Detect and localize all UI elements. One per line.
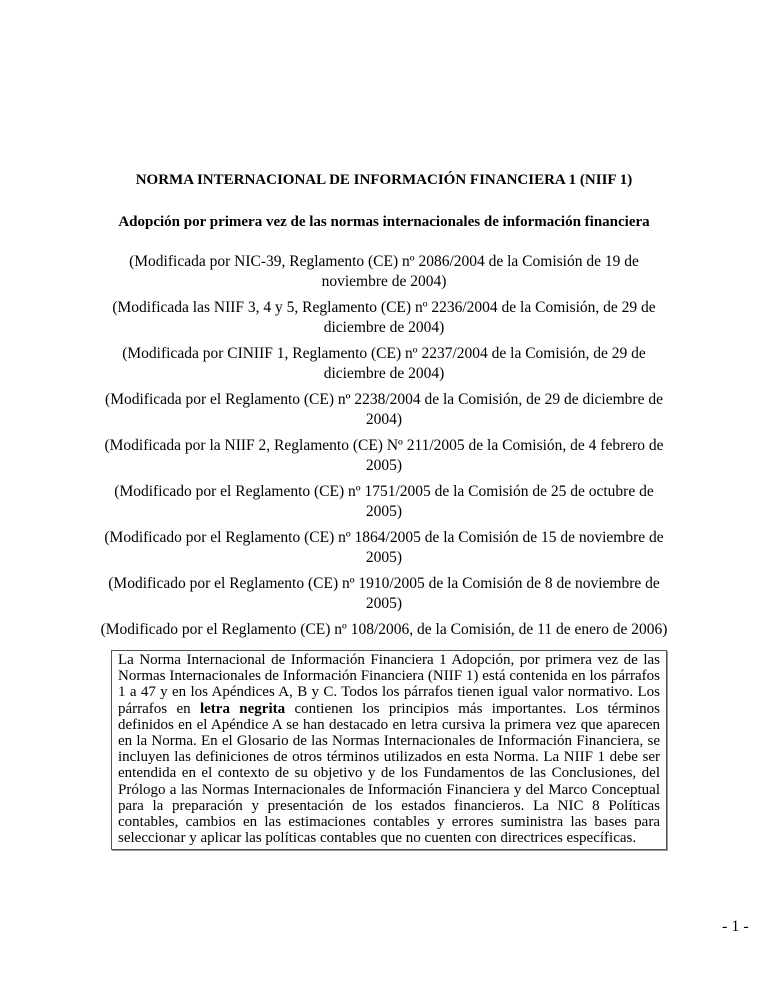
modifications-list xyxy=(0,252,768,647)
document-title: NORMA INTERNACIONAL DE INFORMACIÓN FINANCIERA 1 (NIIF 1) xyxy=(135,172,633,188)
modification-note xyxy=(0,528,768,567)
modification-line: noviembre de 2004) xyxy=(321,272,447,290)
modification-note xyxy=(0,252,768,291)
intro-text: contienen los principios más importantes. Los términos definidos en el Apéndice A se han destacado en letra cursiva la primera vez que aparecen en la Norma. En el Glosario de las Normas Internacionales de Información Financiera, se incluyen las definiciones de otros términos utilizados en esta Norma. La NIIF 1 debe ser entendida en el contexto de su objetivo y de los Fundamentos de las Conclusiones, del Prólogo a las Normas Internacionales de Información Financiera y del Marco Conceptual para la preparación y presentación de los estados financieros. La NIC 8 Políticas contables, cambios en las estimaciones contables y errores suministra las bases para seleccionar y aplicar las políticas contables que no cuenten con directrices específicas. xyxy=(118,700,660,847)
modification-line: (Modificada por el Reglamento (CE) nº 2238/2004 de la Comisión, de 29 de diciembre de xyxy=(105,391,663,408)
modification-note xyxy=(0,298,768,337)
modification-line: 2005) xyxy=(365,502,403,520)
modification-note xyxy=(0,482,768,521)
modification-note xyxy=(0,390,768,429)
document-subtitle: Adopción por primera vez de las normas internacionales de información financiera xyxy=(118,214,650,230)
modification-line: diciembre de 2004) xyxy=(323,364,445,382)
modification-line: diciembre de 2004) xyxy=(323,318,445,336)
modification-line: (Modificado por el Reglamento (CE) nº 1751/2005 de la Comisión de 25 de octubre de xyxy=(114,483,654,500)
modification-line: (Modificada por CINIIF 1, Reglamento (CE) nº 2237/2004 de la Comisión, de 29 de xyxy=(122,345,646,362)
modification-line: 2005) xyxy=(365,548,403,566)
modification-note xyxy=(0,436,768,475)
intro-bold-text: letra negrita xyxy=(199,700,286,717)
modification-line: (Modificado por el Reglamento (CE) nº 108/2006, de la Comisión, de 11 de enero de 2006) xyxy=(100,621,668,638)
modification-line: (Modificada por la NIIF 2, Reglamento (CE) Nº 211/2005 de la Comisión, de 4 febrero de xyxy=(104,437,664,454)
introductory-note-box xyxy=(111,650,667,850)
modification-line: 2005) xyxy=(365,456,403,474)
modification-line: (Modificado por el Reglamento (CE) nº 1910/2005 de la Comisión de 8 de noviembre de xyxy=(108,575,660,592)
modification-line: 2005) xyxy=(365,594,403,612)
modification-note xyxy=(0,620,768,640)
modification-line: (Modificada las NIIF 3, 4 y 5, Reglamento (CE) nº 2236/2004 de la Comisión, de 29 de xyxy=(112,299,656,316)
modification-line: 2004) xyxy=(365,410,403,428)
page-number: - 1 - xyxy=(722,918,749,935)
modification-line: (Modificada por NIC-39, Reglamento (CE) nº 2086/2004 de la Comisión de 19 de xyxy=(129,253,639,270)
intro-text: La Norma Internacional de Información Financiera 1 Adopción, por primera vez de las Normas Internacionales de Información Financiera (NIIF 1) está contenida en los párrafos 1 a 47 y en los Apéndices A, B y C. Todos los párrafos tienen igual valor normativo. Los párrafos en xyxy=(118,652,660,717)
modification-note xyxy=(0,344,768,383)
modification-note xyxy=(0,574,768,613)
modification-line: (Modificado por el Reglamento (CE) nº 1864/2005 de la Comisión de 15 de noviembre de xyxy=(104,529,664,546)
